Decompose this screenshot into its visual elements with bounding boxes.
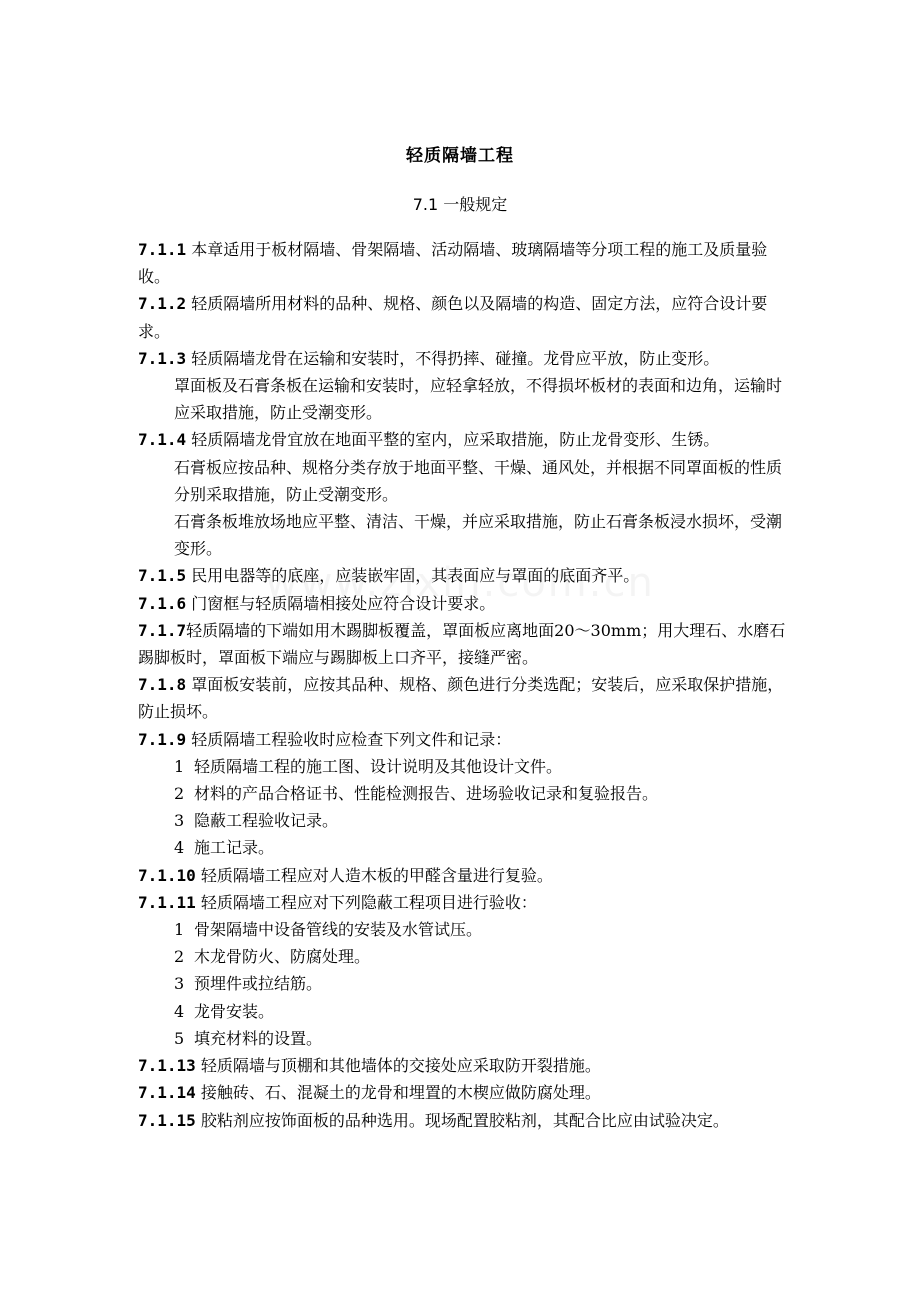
list-item <box>138 807 786 834</box>
clause-text: 石膏条板堆放场地应平整、清洁、干燥，并应采取措施，防止石膏条板浸水损坏，受潮变形。 <box>174 512 783 559</box>
clause-7-1-4 <box>138 426 786 453</box>
list-item-text: 龙骨安装。 <box>194 1001 275 1021</box>
clause-text: 罩面板安装前，应按其品种、规格、颜色进行分类选配；安装后，应采取保护措施，防止损坏。 <box>138 675 784 722</box>
clause-7-1-11 <box>138 889 786 916</box>
clause-text: 民用电器等的底座，应装嵌牢固，其表面应与罩面的底面齐平。 <box>186 566 640 586</box>
clause-text: 本章适用于板材隔墙、骨架隔墙、活动隔墙、玻璃隔墙等分项工程的施工及质量验收。 <box>138 240 768 287</box>
list-item-text: 填充材料的设置。 <box>194 1028 323 1048</box>
clause-7-1-13 <box>138 1052 786 1079</box>
list-item <box>138 970 786 997</box>
clause-text: 轻质隔墙工程应对人造木板的甲醛含量进行复验。 <box>195 865 553 885</box>
list-item-number: 4 <box>174 1001 185 1021</box>
list-item-number: 1 <box>174 756 185 776</box>
clause-number: 7.1.11 <box>138 892 196 912</box>
clause-7-1-1 <box>138 236 786 290</box>
list-item-number: 3 <box>174 811 185 831</box>
clause-number: 7.1.14 <box>138 1083 196 1103</box>
clause-7-1-9 <box>138 726 786 753</box>
list-item <box>138 1025 786 1052</box>
clause-paragraph <box>138 508 786 562</box>
clause-7-1-10 <box>138 862 786 889</box>
list-item-text: 施工记录。 <box>194 838 275 858</box>
list-item <box>138 780 786 807</box>
clause-text: 轻质隔墙的下端如用木踢脚板覆盖，罩面板应离地面20～30mm；用大理石、水磨石踢脚板时，罩面板下端应与踢脚板上口齐平，接缝严密。 <box>138 620 786 668</box>
clause-text: 门窗框与轻质隔墙相接处应符合设计要求。 <box>186 593 496 613</box>
clause-number: 7.1.10 <box>138 865 196 885</box>
clause-7-1-14 <box>138 1079 786 1106</box>
list-item-text: 隐蔽工程验收记录。 <box>194 811 339 831</box>
clause-number: 7.1.5 <box>138 566 187 586</box>
clause-7-1-6 <box>138 590 786 617</box>
list-item-text: 材料的产品合格证书、性能检测报告、进场验收记录和复验报告。 <box>194 784 659 804</box>
clause-number: 7.1.2 <box>138 294 187 314</box>
clause-7-1-15 <box>138 1107 786 1134</box>
list-item-number: 5 <box>174 1028 185 1048</box>
clause-number: 7.1.9 <box>138 729 187 749</box>
clause-number: 7.1.6 <box>138 593 187 613</box>
clause-text: 轻质隔墙与顶棚和其他墙体的交接处应采取防开裂措施。 <box>195 1056 601 1076</box>
list-item <box>138 753 786 780</box>
list-item <box>138 834 786 861</box>
clause-number: 7.1.4 <box>138 430 187 450</box>
list-item-text: 预埋件或拉结筋。 <box>194 974 323 994</box>
list-item-text: 骨架隔墙中设备管线的安装及水管试压。 <box>194 920 483 940</box>
list-item <box>138 998 786 1025</box>
clause-number: 7.1.7 <box>138 620 187 640</box>
clause-paragraph <box>138 372 786 426</box>
clause-number: 7.1.3 <box>138 348 187 368</box>
clause-text: 轻质隔墙龙骨在运输和安装时，不得扔摔、碰撞。龙骨应平放，防止变形。 <box>186 348 720 368</box>
list-item-number: 3 <box>174 974 185 994</box>
document-body <box>138 236 786 1134</box>
list-item-number: 2 <box>174 947 185 967</box>
clause-text: 轻质隔墙工程应对下列隐蔽工程项目进行验收： <box>195 892 537 912</box>
clause-text: 轻质隔墙所用材料的品种、规格、颜色以及隔墙的构造、固定方法，应符合设计要求。 <box>138 294 768 341</box>
clause-7-1-2 <box>138 290 786 344</box>
clause-paragraph <box>138 454 786 508</box>
list-item <box>138 916 786 943</box>
clause-7-1-7 <box>138 617 786 671</box>
list-item-number: 2 <box>174 784 185 804</box>
clause-text: 罩面板及石膏条板在运输和安装时，应轻拿轻放，不得损坏板材的表面和边角，运输时应采取措施，防止受潮变形。 <box>174 376 783 423</box>
clause-7-1-8 <box>138 671 786 725</box>
list-item-text: 木龙骨防火、防腐处理。 <box>194 947 371 967</box>
clause-number: 7.1.8 <box>138 675 187 695</box>
document-title: 轻质隔墙工程 <box>406 146 514 166</box>
section-heading: 7.1 一般规定 <box>412 195 508 214</box>
clause-text: 胶粘剂应按饰面板的品种选用。现场配置胶粘剂，其配合比应由试验决定。 <box>195 1110 729 1130</box>
list-item-text: 轻质隔墙工程的施工图、设计说明及其他设计文件。 <box>194 756 563 776</box>
clause-number: 7.1.15 <box>138 1110 196 1130</box>
clause-7-1-5 <box>138 562 786 589</box>
clause-7-1-3 <box>138 345 786 372</box>
clause-text: 轻质隔墙工程验收时应检查下列文件和记录： <box>186 729 512 749</box>
list-item-number: 1 <box>174 920 185 940</box>
list-item <box>138 943 786 970</box>
clause-number: 7.1.1 <box>138 240 187 259</box>
clause-text: 石膏板应按品种、规格分类存放于地面平整、干燥、通风处，并根据不同罩面板的性质分别采取措施，防止受潮变形。 <box>174 457 783 504</box>
clause-number: 7.1.13 <box>138 1056 196 1076</box>
clause-text: 接触砖、石、混凝土的龙骨和埋置的木楔应做防腐处理。 <box>195 1083 601 1103</box>
list-item-number: 4 <box>174 838 185 858</box>
clause-text: 轻质隔墙龙骨宜放在地面平整的室内，应采取措施，防止龙骨变形、生锈。 <box>186 430 720 450</box>
